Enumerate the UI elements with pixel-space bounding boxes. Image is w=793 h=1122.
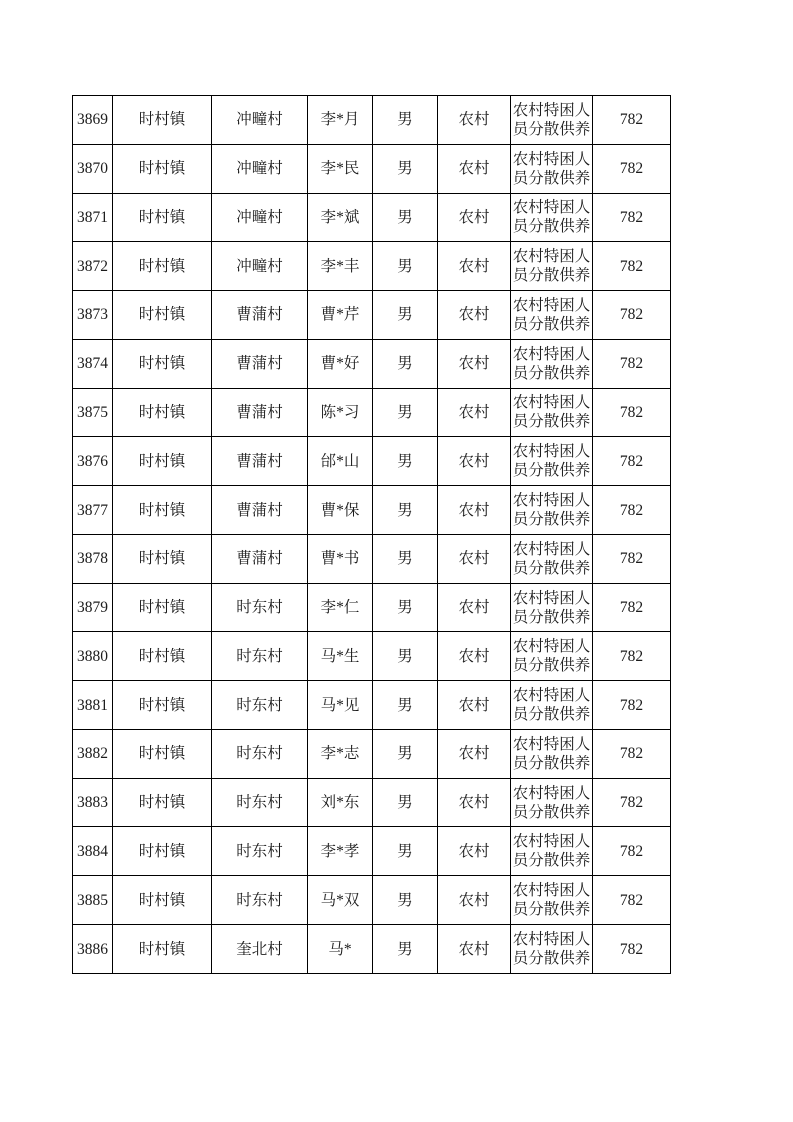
cell-gender: 男	[373, 486, 438, 535]
cell-village: 时东村	[212, 876, 308, 925]
cell-village: 时东村	[212, 778, 308, 827]
cell-serial-number: 3885	[73, 876, 113, 925]
cell-town: 时村镇	[113, 339, 212, 388]
cell-town: 时村镇	[113, 681, 212, 730]
cell-village: 时东村	[212, 729, 308, 778]
table-row	[73, 291, 671, 340]
cell-area-type: 农村	[438, 827, 511, 876]
cell-serial-number: 3877	[73, 486, 113, 535]
table-row	[73, 96, 671, 145]
cell-person-name: 曹*书	[308, 534, 373, 583]
cell-support-category: 农村特困人员分散供养	[511, 681, 593, 730]
cell-amount: 782	[593, 96, 671, 145]
cell-serial-number: 3882	[73, 729, 113, 778]
cell-town: 时村镇	[113, 486, 212, 535]
table-row	[73, 632, 671, 681]
cell-person-name: 李*丰	[308, 242, 373, 291]
table-body	[73, 96, 671, 974]
cell-area-type: 农村	[438, 925, 511, 974]
cell-amount: 782	[593, 534, 671, 583]
cell-serial-number: 3870	[73, 144, 113, 193]
cell-village: 曹蒲村	[212, 291, 308, 340]
cell-amount: 782	[593, 583, 671, 632]
cell-town: 时村镇	[113, 778, 212, 827]
cell-support-category: 农村特困人员分散供养	[511, 437, 593, 486]
cell-amount: 782	[593, 681, 671, 730]
cell-gender: 男	[373, 681, 438, 730]
cell-town: 时村镇	[113, 144, 212, 193]
cell-town: 时村镇	[113, 534, 212, 583]
cell-gender: 男	[373, 193, 438, 242]
cell-person-name: 马*见	[308, 681, 373, 730]
cell-village: 曹蒲村	[212, 437, 308, 486]
table-row	[73, 388, 671, 437]
cell-amount: 782	[593, 827, 671, 876]
cell-town: 时村镇	[113, 827, 212, 876]
cell-person-name: 马*双	[308, 876, 373, 925]
cell-town: 时村镇	[113, 876, 212, 925]
cell-person-name: 李*斌	[308, 193, 373, 242]
cell-support-category: 农村特困人员分散供养	[511, 388, 593, 437]
table-row	[73, 681, 671, 730]
cell-gender: 男	[373, 778, 438, 827]
table-row	[73, 534, 671, 583]
cell-support-category: 农村特困人员分散供养	[511, 778, 593, 827]
cell-serial-number: 3875	[73, 388, 113, 437]
cell-support-category: 农村特困人员分散供养	[511, 339, 593, 388]
cell-serial-number: 3879	[73, 583, 113, 632]
cell-village: 时东村	[212, 681, 308, 730]
cell-person-name: 曹*保	[308, 486, 373, 535]
table-row	[73, 437, 671, 486]
cell-support-category: 农村特困人员分散供养	[511, 729, 593, 778]
cell-serial-number: 3878	[73, 534, 113, 583]
cell-amount: 782	[593, 242, 671, 291]
cell-person-name: 李*志	[308, 729, 373, 778]
table-row	[73, 242, 671, 291]
cell-serial-number: 3884	[73, 827, 113, 876]
cell-amount: 782	[593, 388, 671, 437]
cell-serial-number: 3883	[73, 778, 113, 827]
cell-town: 时村镇	[113, 388, 212, 437]
cell-amount: 782	[593, 632, 671, 681]
cell-support-category: 农村特困人员分散供养	[511, 827, 593, 876]
cell-town: 时村镇	[113, 242, 212, 291]
cell-village: 冲疃村	[212, 193, 308, 242]
cell-person-name: 李*孝	[308, 827, 373, 876]
table-row	[73, 339, 671, 388]
cell-amount: 782	[593, 925, 671, 974]
cell-village: 冲疃村	[212, 96, 308, 145]
cell-gender: 男	[373, 729, 438, 778]
cell-serial-number: 3871	[73, 193, 113, 242]
cell-amount: 782	[593, 339, 671, 388]
cell-serial-number: 3881	[73, 681, 113, 730]
cell-town: 时村镇	[113, 632, 212, 681]
cell-town: 时村镇	[113, 583, 212, 632]
cell-area-type: 农村	[438, 437, 511, 486]
table-row	[73, 144, 671, 193]
cell-amount: 782	[593, 291, 671, 340]
cell-village: 曹蒲村	[212, 486, 308, 535]
cell-gender: 男	[373, 534, 438, 583]
cell-support-category: 农村特困人员分散供养	[511, 925, 593, 974]
cell-village: 冲疃村	[212, 242, 308, 291]
cell-person-name: 刘*东	[308, 778, 373, 827]
cell-gender: 男	[373, 388, 438, 437]
cell-village: 冲疃村	[212, 144, 308, 193]
cell-person-name: 李*月	[308, 96, 373, 145]
cell-village: 曹蒲村	[212, 339, 308, 388]
cell-serial-number: 3874	[73, 339, 113, 388]
cell-village: 曹蒲村	[212, 388, 308, 437]
cell-town: 时村镇	[113, 925, 212, 974]
cell-person-name: 邰*山	[308, 437, 373, 486]
cell-person-name: 曹*芹	[308, 291, 373, 340]
cell-town: 时村镇	[113, 96, 212, 145]
cell-serial-number: 3869	[73, 96, 113, 145]
cell-serial-number: 3876	[73, 437, 113, 486]
cell-amount: 782	[593, 876, 671, 925]
cell-support-category: 农村特困人员分散供养	[511, 486, 593, 535]
cell-gender: 男	[373, 583, 438, 632]
cell-gender: 男	[373, 339, 438, 388]
cell-town: 时村镇	[113, 437, 212, 486]
cell-support-category: 农村特困人员分散供养	[511, 96, 593, 145]
cell-town: 时村镇	[113, 291, 212, 340]
cell-support-category: 农村特困人员分散供养	[511, 144, 593, 193]
cell-support-category: 农村特困人员分散供养	[511, 583, 593, 632]
cell-person-name: 李*民	[308, 144, 373, 193]
cell-area-type: 农村	[438, 876, 511, 925]
cell-area-type: 农村	[438, 583, 511, 632]
cell-amount: 782	[593, 144, 671, 193]
cell-amount: 782	[593, 778, 671, 827]
cell-gender: 男	[373, 96, 438, 145]
cell-area-type: 农村	[438, 778, 511, 827]
cell-area-type: 农村	[438, 242, 511, 291]
cell-town: 时村镇	[113, 729, 212, 778]
cell-area-type: 农村	[438, 144, 511, 193]
cell-area-type: 农村	[438, 193, 511, 242]
cell-support-category: 农村特困人员分散供养	[511, 534, 593, 583]
cell-village: 曹蒲村	[212, 534, 308, 583]
cell-area-type: 农村	[438, 632, 511, 681]
table-row	[73, 729, 671, 778]
cell-village: 时东村	[212, 632, 308, 681]
cell-support-category: 农村特困人员分散供养	[511, 632, 593, 681]
cell-person-name: 李*仁	[308, 583, 373, 632]
cell-gender: 男	[373, 437, 438, 486]
cell-gender: 男	[373, 632, 438, 681]
cell-amount: 782	[593, 193, 671, 242]
cell-amount: 782	[593, 437, 671, 486]
table-row	[73, 827, 671, 876]
welfare-recipients-table	[72, 95, 671, 974]
cell-serial-number: 3873	[73, 291, 113, 340]
cell-gender: 男	[373, 242, 438, 291]
table-row	[73, 876, 671, 925]
cell-person-name: 马*生	[308, 632, 373, 681]
cell-area-type: 农村	[438, 729, 511, 778]
cell-support-category: 农村特困人员分散供养	[511, 291, 593, 340]
cell-support-category: 农村特困人员分散供养	[511, 876, 593, 925]
cell-amount: 782	[593, 486, 671, 535]
table-row	[73, 925, 671, 974]
cell-serial-number: 3872	[73, 242, 113, 291]
cell-town: 时村镇	[113, 193, 212, 242]
cell-person-name: 曹*好	[308, 339, 373, 388]
table-row	[73, 583, 671, 632]
cell-village: 时东村	[212, 583, 308, 632]
cell-area-type: 农村	[438, 339, 511, 388]
cell-area-type: 农村	[438, 534, 511, 583]
cell-gender: 男	[373, 876, 438, 925]
cell-area-type: 农村	[438, 388, 511, 437]
cell-gender: 男	[373, 827, 438, 876]
cell-area-type: 农村	[438, 291, 511, 340]
cell-person-name: 陈*习	[308, 388, 373, 437]
cell-serial-number: 3886	[73, 925, 113, 974]
cell-area-type: 农村	[438, 486, 511, 535]
cell-serial-number: 3880	[73, 632, 113, 681]
cell-village: 奎北村	[212, 925, 308, 974]
cell-gender: 男	[373, 291, 438, 340]
cell-area-type: 农村	[438, 96, 511, 145]
cell-area-type: 农村	[438, 681, 511, 730]
cell-support-category: 农村特困人员分散供养	[511, 242, 593, 291]
table-row	[73, 193, 671, 242]
cell-village: 时东村	[212, 827, 308, 876]
cell-amount: 782	[593, 729, 671, 778]
cell-gender: 男	[373, 144, 438, 193]
cell-person-name: 马*	[308, 925, 373, 974]
cell-gender: 男	[373, 925, 438, 974]
table-row	[73, 486, 671, 535]
table-row	[73, 778, 671, 827]
cell-support-category: 农村特困人员分散供养	[511, 193, 593, 242]
